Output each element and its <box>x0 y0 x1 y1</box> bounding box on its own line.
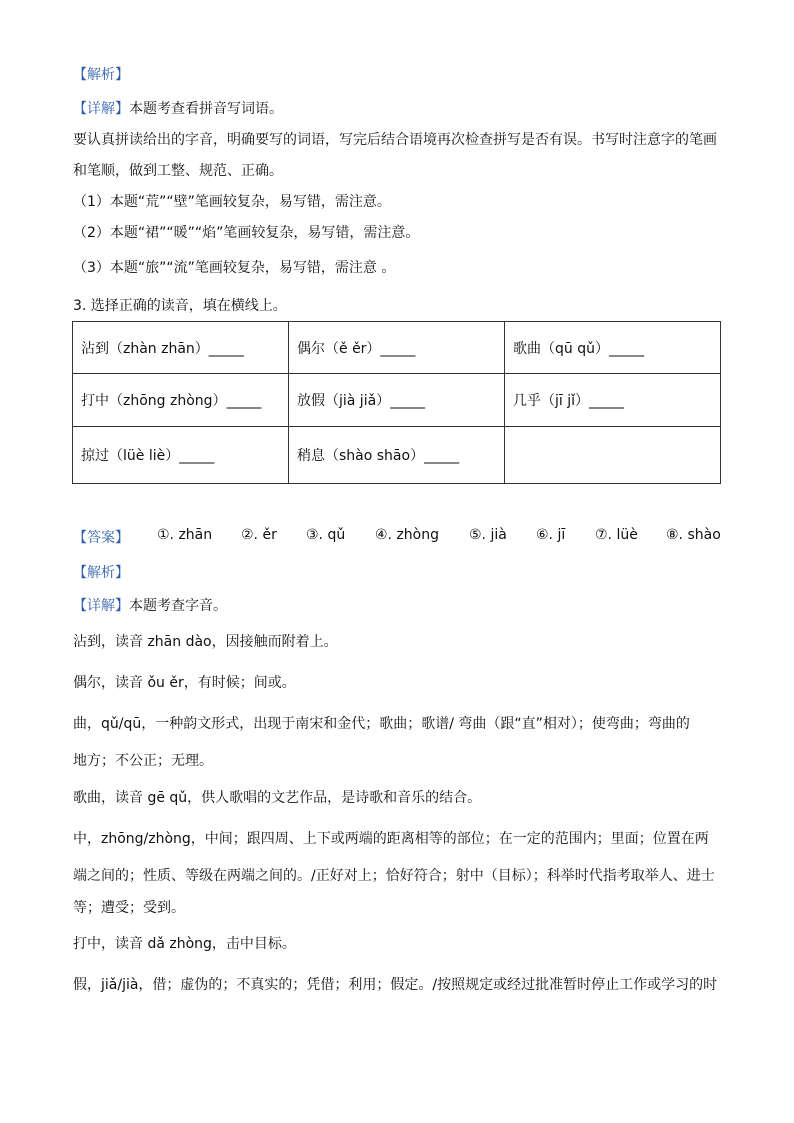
detail-text: 本题考查看拼音写词语。 <box>129 101 283 117</box>
explanation-line: 打中，读音 dǎ zhòng，击中目标。 <box>73 936 296 952</box>
explanation-line-1: 要认真拼读给出的字音，明确要写的词语，写完后结合语境再次检查拼写是否有误。书写时注意字的笔画 <box>73 132 717 148</box>
table-row <box>73 322 721 374</box>
explanation-line: 假，jiǎ/jià，借；虚伪的；不真实的；凭借；利用；假定。/按照规定或经过批准暂时停止工作或学习的时 <box>73 977 718 993</box>
pronunciation-table <box>72 321 721 484</box>
answer-item: ③. qǔ <box>306 527 346 543</box>
detail-label: 【详解】 <box>73 101 129 117</box>
explanation-line: 端之间的；性质、等级在两端之间的。/正好对上；恰好符合；射中（目标）；科举时代指考取举人、进士 <box>73 868 715 884</box>
answer-item: ②. ěr <box>241 527 277 543</box>
table-cell: 歌曲（qū qǔ）_____ <box>505 322 721 374</box>
explanation-line: 等；遭受；受到。 <box>73 900 185 916</box>
answer-item: ⑧. shào <box>666 527 721 543</box>
explanation-line-2: 和笔顺，做到工整、规范、正确。 <box>73 163 283 179</box>
answer-item: ⑤. jià <box>469 527 507 543</box>
detail-line-2 <box>73 596 227 616</box>
table-cell: 几乎（jī jǐ）_____ <box>505 374 721 427</box>
note-item-3: （3）本题“旅”“流”笔画较复杂，易写错，需注意 。 <box>73 260 396 276</box>
answer-item: ⑦. lüè <box>595 527 638 543</box>
explanation-line: 曲，qǔ/qū，一种韵文形式，出现于南宋和金代；歌曲；歌谱/ 弯曲（跟“直”相对）；使弯曲；弯曲的 <box>73 716 690 732</box>
answer-item: ⑥. jī <box>536 527 566 543</box>
table-row <box>73 427 721 484</box>
table-cell: 放假（jià jiǎ）_____ <box>289 374 505 427</box>
table-cell: 稍息（shào shāo）_____ <box>289 427 505 484</box>
answer-row <box>73 527 723 549</box>
table-row <box>73 374 721 427</box>
answer-item: ①. zhān <box>157 527 213 543</box>
question-title: 3. 选择正确的读音，填在横线上。 <box>73 298 287 314</box>
explanation-line: 沾到，读音 zhān dào，因接触而附着上。 <box>73 634 338 650</box>
table-cell: 掠过（lüè liè）_____ <box>73 427 289 484</box>
analysis-label-2: 【解析】 <box>73 565 129 581</box>
answer-label: 【答案】 <box>73 530 129 546</box>
explanation-line: 歌曲，读音 gē qǔ，供人歌唱的文艺作品，是诗歌和音乐的结合。 <box>73 790 482 806</box>
detail-text-2: 本题考查字音。 <box>129 598 227 614</box>
explanation-line: 偶尔，读音 ǒu ěr，有时候；间或。 <box>73 675 296 691</box>
table-cell: 偶尔（ě ěr）_____ <box>289 322 505 374</box>
explanation-line: 地方；不公正；无理。 <box>73 753 213 769</box>
analysis-label: 【解析】 <box>73 67 129 83</box>
table-cell: 打中（zhōng zhòng）_____ <box>73 374 289 427</box>
explanation-line: 中，zhōng/zhòng，中间；跟四周、上下或两端的距离相等的部位；在一定的范围内；里面；位置在两 <box>73 831 709 847</box>
note-item-1: （1）本题“荒”“壁”笔画较复杂，易写错，需注意。 <box>73 194 391 210</box>
answer-item: ④. zhòng <box>375 527 439 543</box>
note-item-2: （2）本题“裙”“暖”“焰”笔画较复杂，易写错，需注意。 <box>73 225 420 241</box>
detail-line <box>73 99 283 119</box>
table-cell: 沾到（zhàn zhān）_____ <box>73 322 289 374</box>
table-cell <box>505 427 721 484</box>
detail-label-2: 【详解】 <box>73 598 129 614</box>
